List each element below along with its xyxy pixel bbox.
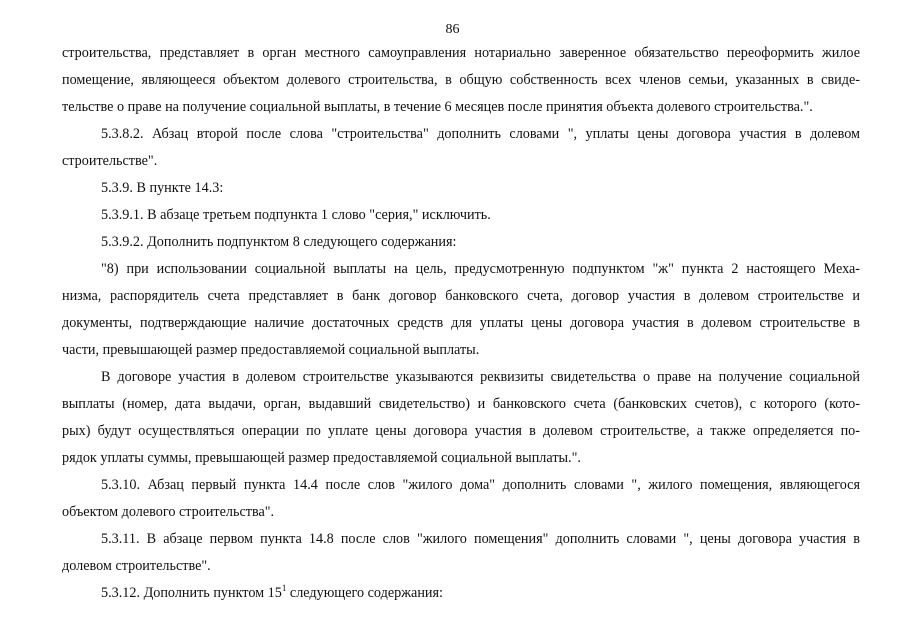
text-line: 5.3.9.1. В абзаце третьем подпункта 1 слово "серия," исключить. <box>101 207 491 223</box>
text-line: 5.3.8.2. Абзац второй после слова "строительства" дополнить словами ", уплаты цены договора участия в долевом <box>101 126 860 142</box>
text-line: 5.3.10. Абзац первый пункта 14.4 после слов "жилого дома" дополнить словами ", жилого помещения, являющегося <box>101 477 860 493</box>
page-number: 86 <box>445 22 460 37</box>
text-line: 5.3.11. В абзаце первом пункта 14.8 после слов "жилого помещения" дополнить словами ", цены договора участия в <box>101 531 860 547</box>
text-line: рых) будут осуществляться операции по уплате цены договора участия в долевом строительстве, а также определяется по- <box>62 423 860 439</box>
text-line: В договоре участия в долевом строительстве указываются реквизиты свидетельства о праве на получение социальной <box>101 369 860 385</box>
text-line: документы, подтверждающие наличие достаточных средств для уплаты цены договора участия в долевом строительстве в <box>62 315 860 331</box>
text-line: 5.3.9. В пункте 14.3: <box>101 180 224 196</box>
text-line: долевом строительстве". <box>62 558 211 574</box>
text-line: части, превышающей размер предоставляемой социальной выплаты. <box>62 342 480 358</box>
text-line: низма, распорядитель счета представляет в банк договор банковского счета, договор участия в долевом строительстве и <box>62 288 860 304</box>
text-line: строительства, представляет в орган местного самоуправления нотариально заверенное обязательство переоформить жилое <box>62 45 860 61</box>
text-line <box>101 584 860 602</box>
text-line: рядок уплаты суммы, превышающей размер предоставляемой социальной выплаты.". <box>62 450 581 466</box>
text-line: выплаты (номер, дата выдачи, орган, выдавший свидетельство) и банковского счета (банковских счетов), с которого (кото- <box>62 396 860 412</box>
text-line: помещение, являющееся объектом долевого строительства, в общую собственность всех членов семьи, указанных в свиде- <box>62 72 860 88</box>
text-line: 5.3.9.2. Дополнить подпунктом 8 следующего содержания: <box>101 234 457 250</box>
text-segment: 5.3.12. Дополнить пунктом 15 <box>101 585 282 601</box>
text-line: "8) при использовании социальной выплаты на цель, предусмотренную подпунктом "ж" пункта 2 настоящего Меха- <box>101 261 860 277</box>
text-line: тельстве о праве на получение социальной выплаты, в течение 6 месяцев после принятия объекта долевого строительства.". <box>62 99 813 115</box>
superscript: 1 <box>281 583 287 593</box>
text-line: объектом долевого строительства". <box>62 504 275 520</box>
text-segment: следующего содержания: <box>286 585 443 601</box>
text-line: строительстве". <box>62 153 158 169</box>
